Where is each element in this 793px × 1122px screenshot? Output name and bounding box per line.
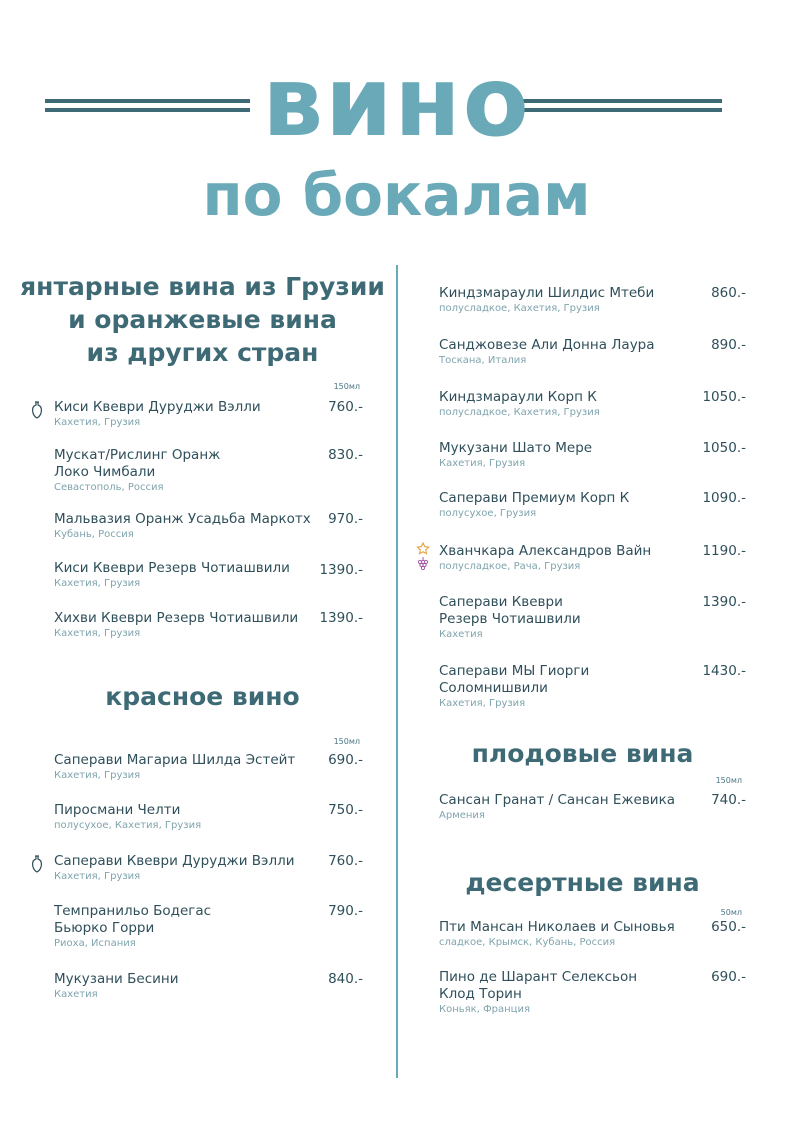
wine-name: Мукузани Шато Мере xyxy=(439,440,593,456)
wine-region: Коньяк, Франция xyxy=(439,1004,531,1015)
section-heading-red: красное вино xyxy=(105,682,300,711)
wine-price: 1390.- xyxy=(319,562,363,578)
wine-region: полусладкое, Кахетия, Грузия xyxy=(439,407,600,418)
wine-name: Саперави Премиум Корп К xyxy=(439,490,630,506)
wine-price: 760.- xyxy=(328,853,363,869)
wine-region: сладкое, Крымск, Кубань, Россия xyxy=(439,937,616,948)
page-subtitle: по бокалам xyxy=(202,161,591,229)
wine-region: Кахетия xyxy=(54,989,98,1000)
wine-price: 650.- xyxy=(711,919,746,935)
volume-label-dessert: 50мл xyxy=(720,908,742,917)
wine-name: Киси Квеври Дуруджи Вэлли xyxy=(54,399,261,415)
grape-icon xyxy=(417,557,429,572)
list-item xyxy=(439,543,709,573)
wine-region: Армения xyxy=(439,810,485,821)
wine-price: 760.- xyxy=(328,399,363,415)
section-heading-fruit: плодовые вина xyxy=(471,739,694,768)
list-item xyxy=(54,560,334,590)
wine-name: Пти Мансан Николаев и Сыновья xyxy=(439,919,675,935)
list-item xyxy=(439,337,709,367)
wine-region: Кахетия, Грузия xyxy=(439,698,526,709)
wine-name: Пиросмани Челти xyxy=(54,802,181,818)
wine-name: Мукузани Бесини xyxy=(54,971,179,987)
wine-name: Киси Квеври Резерв Чотиашвили xyxy=(54,560,290,576)
wine-name: Темпранильо Бодегас Бьюрко Горри xyxy=(54,903,212,936)
column-divider xyxy=(396,265,398,1078)
wine-price: 1190.- xyxy=(702,543,746,559)
list-item xyxy=(54,399,334,429)
list-item xyxy=(439,594,709,641)
wine-region: полусухое, Грузия xyxy=(439,508,537,519)
wine-region: Кубань, Россия xyxy=(54,529,134,540)
section-heading-dessert: десертные вина xyxy=(465,868,700,897)
wine-price: 830.- xyxy=(328,447,363,463)
wine-price: 860.- xyxy=(711,285,746,301)
list-item xyxy=(439,969,709,1016)
list-item xyxy=(54,903,334,950)
list-item xyxy=(54,802,334,832)
wine-price: 970.- xyxy=(328,511,363,527)
wine-name: Мальвазия Оранж Усадьба Маркотх xyxy=(54,511,311,527)
volume-label-red: 150мл xyxy=(333,737,360,746)
page-title: вино xyxy=(262,46,531,158)
wine-price: 890.- xyxy=(711,337,746,353)
wine-name: Хванчкара Александров Вайн xyxy=(439,543,652,559)
wine-price: 1430.- xyxy=(702,663,746,679)
wine-region: Риоха, Испания xyxy=(54,938,136,949)
wine-name: Киндзмараули Корп К xyxy=(439,389,597,405)
wine-region: Кахетия xyxy=(439,629,483,640)
wine-region: Кахетия, Грузия xyxy=(54,770,141,781)
wine-price: 1050.- xyxy=(702,440,746,456)
wine-region: Кахетия, Грузия xyxy=(54,628,141,639)
list-item xyxy=(54,447,334,494)
wine-name: Киндзмараули Шилдис Мтеби xyxy=(439,285,655,301)
list-item xyxy=(439,792,709,822)
wine-name: Мускат/Рислинг Оранж Локо Чимбали xyxy=(54,447,221,480)
section-heading-amber: янтарные вина из Грузии и оранжевые вина из других стран xyxy=(20,272,385,367)
list-item xyxy=(54,752,334,782)
wine-price: 1090.- xyxy=(702,490,746,506)
wine-region: Кахетия, Грузия xyxy=(54,417,141,428)
list-item xyxy=(439,663,709,710)
list-item xyxy=(54,853,334,883)
wine-price: 1050.- xyxy=(702,389,746,405)
wine-region: полусухое, Кахетия, Грузия xyxy=(54,820,202,831)
list-item xyxy=(54,971,334,1001)
list-item xyxy=(439,285,709,315)
list-item xyxy=(439,490,709,520)
wine-price: 1390.- xyxy=(702,594,746,610)
wine-price: 790.- xyxy=(328,903,363,919)
wine-region: Тоскана, Италия xyxy=(439,355,527,366)
wine-price: 690.- xyxy=(711,969,746,985)
wine-region: Кахетия, Грузия xyxy=(54,871,141,882)
wine-region: Севастополь, Россия xyxy=(54,482,164,493)
amphora-icon xyxy=(31,401,43,419)
wine-region: полусладкое, Кахетия, Грузия xyxy=(439,303,600,314)
wine-price: 750.- xyxy=(328,802,363,818)
star-icon xyxy=(416,542,430,555)
wine-price: 1390.- xyxy=(319,610,363,626)
wine-name: Санджовезе Али Донна Лаура xyxy=(439,337,655,353)
list-item xyxy=(54,511,334,541)
list-item xyxy=(439,440,709,470)
wine-price: 690.- xyxy=(328,752,363,768)
wine-region: полусладкое, Рача, Грузия xyxy=(439,561,581,572)
list-item xyxy=(54,610,334,640)
wine-name: Саперави МЫ Гиорги Соломнишвили xyxy=(439,663,590,696)
volume-label-amber: 150мл xyxy=(333,382,360,391)
list-item xyxy=(439,389,709,419)
wine-region: Кахетия, Грузия xyxy=(54,578,141,589)
wine-region: Кахетия, Грузия xyxy=(439,458,526,469)
list-item xyxy=(439,919,709,949)
wine-price: 840.- xyxy=(328,971,363,987)
wine-name: Саперави Квеври Дуруджи Вэлли xyxy=(54,853,295,869)
amphora-icon xyxy=(31,855,43,873)
wine-name: Саперави Магариа Шилда Эстейт xyxy=(54,752,296,768)
volume-label-fruit: 150мл xyxy=(715,776,742,785)
wine-name: Саперави Квеври Резерв Чотиашвили xyxy=(439,594,581,627)
wine-name: Хихви Квеври Резерв Чотиашвили xyxy=(54,610,299,626)
wine-price: 740.- xyxy=(711,792,746,808)
wine-name: Сансан Гранат / Сансан Ежевика xyxy=(439,792,675,808)
wine-name: Пино де Шарант Селексьон Клод Торин xyxy=(439,969,638,1002)
